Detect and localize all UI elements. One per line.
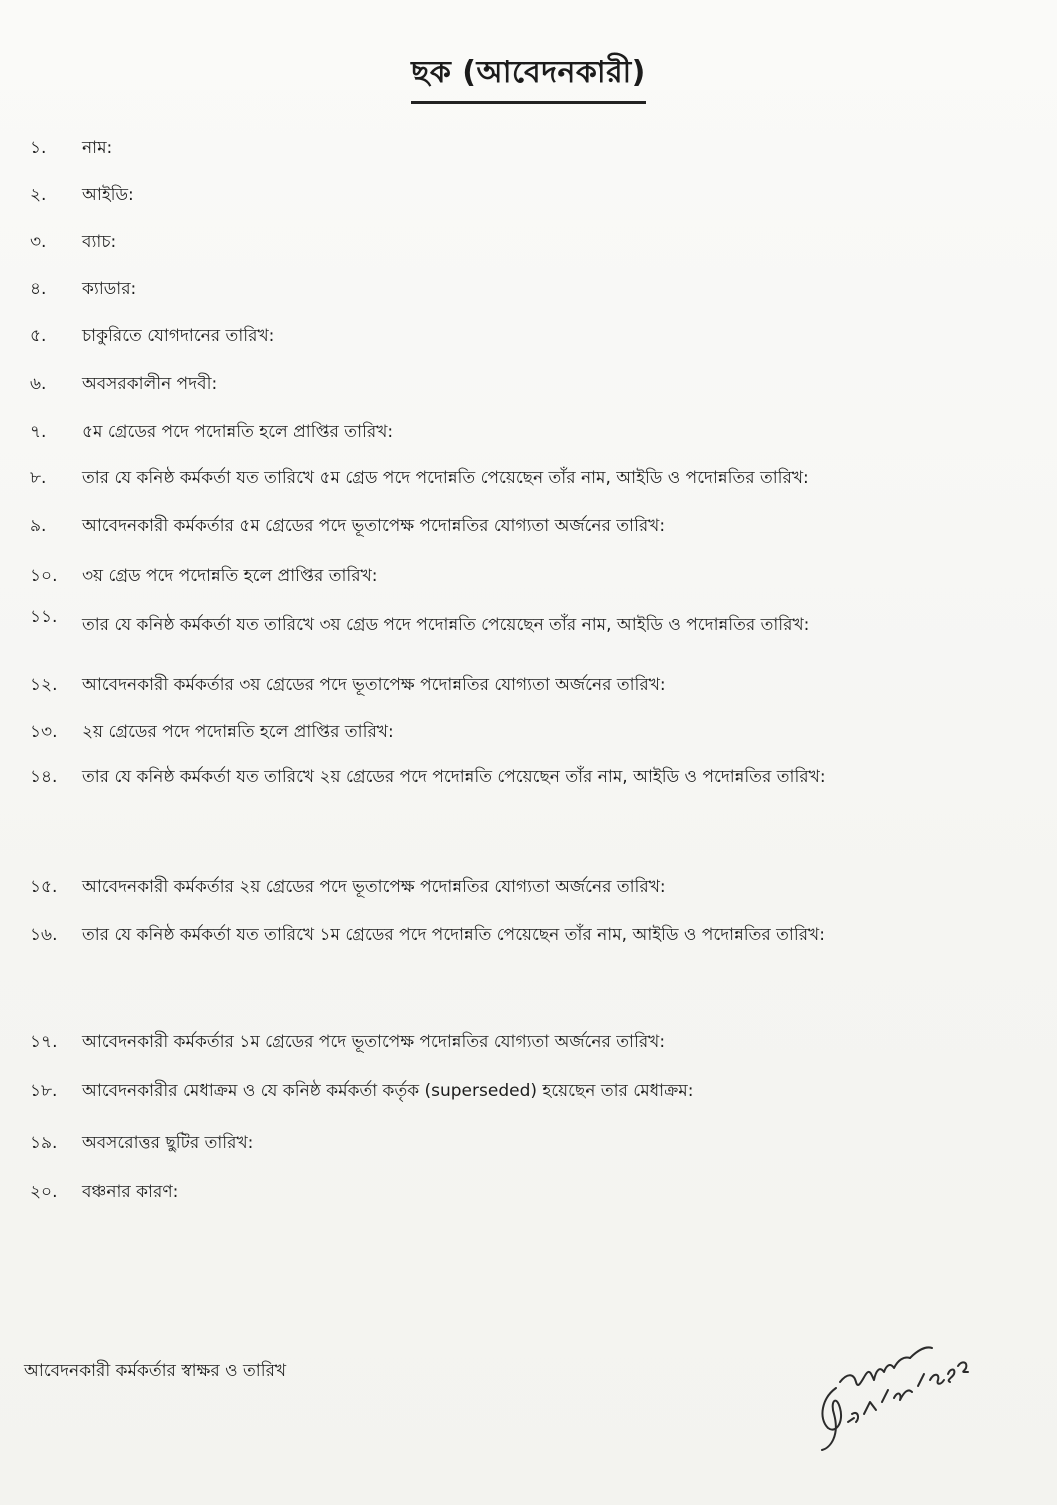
- item-number: ৫.: [30, 326, 47, 346]
- item-label: আবেদনকারী কর্মকর্তার ৩য় গ্রেডের পদে ভূতাপেক্ষ পদোন্নতির যোগ্যতা অর্জনের তারিখ:: [82, 675, 666, 695]
- item-number: ৪.: [30, 279, 47, 299]
- item-number: ১১.: [30, 607, 58, 627]
- item-number: ৮.: [30, 468, 47, 488]
- item-label: তার যে কনিষ্ঠ কর্মকর্তা যত তারিখে ৩য় গ্রেড পদে পদোন্নতি পেয়েছেন তাঁর নাম, আইডি ও পদোন্নতির তারিখ:: [82, 615, 810, 635]
- item-label: আবেদনকারীর মেধাক্রম ও যে কনিষ্ঠ কর্মকর্তা কর্তৃক (superseded) হয়েছেন তার মেধাক্রম:: [82, 1081, 694, 1101]
- item-label: ৩য় গ্রেড পদে পদোন্নতি হলে প্রাপ্তির তারিখ:: [82, 566, 378, 586]
- item-label: তার যে কনিষ্ঠ কর্মকর্তা যত তারিখে ৫ম গ্রেড পদে পদোন্নতি পেয়েছেন তাঁর নাম, আইডি ও পদোন্নতির তারিখ:: [82, 468, 809, 488]
- item-label: বঞ্চনার কারণ:: [82, 1182, 179, 1202]
- item-label: অবসরোত্তর ছুটির তারিখ:: [82, 1133, 254, 1153]
- item-number: ৭.: [30, 422, 47, 442]
- item-label: ব্যাচ:: [82, 232, 117, 252]
- item-label: তার যে কনিষ্ঠ কর্মকর্তা যত তারিখে ২য় গ্রেডের পদে পদোন্নতি পেয়েছেন তাঁর নাম, আইডি ও পদোন্নতির তারিখ:: [82, 767, 826, 787]
- item-number: ১৯.: [30, 1133, 58, 1153]
- item-label: আবেদনকারী কর্মকর্তার ৫ম গ্রেডের পদে ভূতাপেক্ষ পদোন্নতির যোগ্যতা অর্জনের তারিখ:: [82, 516, 666, 536]
- item-label: তার যে কনিষ্ঠ কর্মকর্তা যত তারিখে ১ম গ্রেডের পদে পদোন্নতি পেয়েছেন তাঁর নাম, আইডি ও পদোন্নতির তারিখ:: [82, 925, 825, 945]
- item-label: নাম:: [82, 138, 113, 158]
- form-title: [0, 48, 1057, 104]
- item-number: ২০.: [30, 1182, 58, 1202]
- item-number: ২.: [30, 185, 47, 205]
- item-number: ১৪.: [30, 767, 58, 787]
- handwritten-signature: [800, 1310, 1000, 1460]
- item-number: ৩.: [30, 232, 47, 252]
- item-label: ক্যাডার:: [82, 279, 137, 299]
- item-number: ১২.: [30, 675, 58, 695]
- item-number: ৬.: [30, 374, 47, 394]
- form-title-text: ছক (আবেদনকারী): [411, 48, 646, 104]
- item-number: ১.: [30, 138, 47, 158]
- item-number: ১৬.: [30, 925, 58, 945]
- item-label: আবেদনকারী কর্মকর্তার ২য় গ্রেডের পদে ভূতাপেক্ষ পদোন্নতির যোগ্যতা অর্জনের তারিখ:: [82, 877, 666, 897]
- item-label: চাকুরিতে যোগদানের তারিখ:: [82, 326, 275, 346]
- item-label: আবেদনকারী কর্মকর্তার ১ম গ্রেডের পদে ভূতাপেক্ষ পদোন্নতির যোগ্যতা অর্জনের তারিখ:: [82, 1032, 666, 1052]
- item-number: ১৫.: [30, 877, 58, 897]
- item-label: ৫ম গ্রেডের পদে পদোন্নতি হলে প্রাপ্তির তারিখ:: [82, 422, 394, 442]
- item-number: ১৩.: [30, 722, 58, 742]
- signature-label: আবেদনকারী কর্মকর্তার স্বাক্ষর ও তারিখ: [24, 1361, 287, 1381]
- item-number: ৯.: [30, 516, 47, 536]
- item-number: ১৭.: [30, 1032, 58, 1052]
- item-number: ১৮.: [30, 1081, 58, 1101]
- item-label: অবসরকালীন পদবী:: [82, 374, 218, 394]
- item-label: ২য় গ্রেডের পদে পদোন্নতি হলে প্রাপ্তির তারিখ:: [82, 722, 394, 742]
- item-label: আইডি:: [82, 185, 134, 205]
- item-number: ১০.: [30, 566, 58, 586]
